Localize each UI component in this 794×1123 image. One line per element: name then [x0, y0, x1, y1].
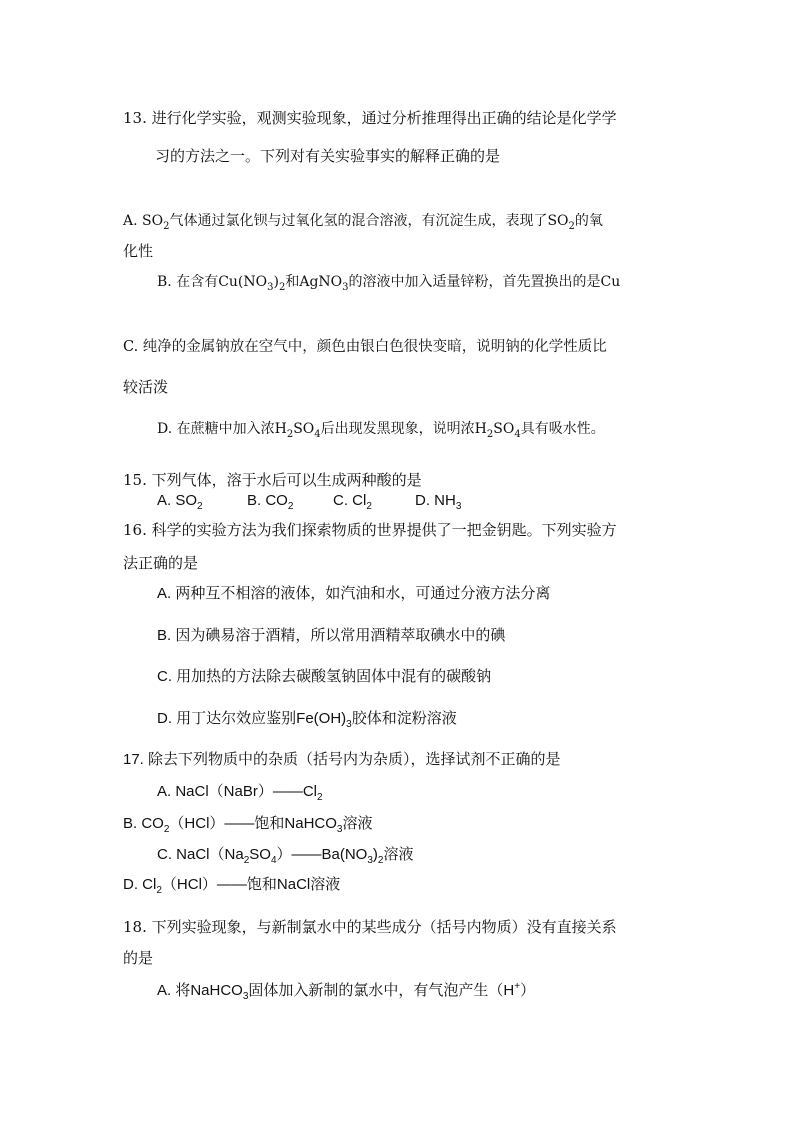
- q13-option-c-line2: 较活泼: [123, 378, 169, 396]
- q13-option-a-line2: 化性: [123, 242, 154, 260]
- q17-option-a: A. $NaCl(NaBr)——Cl_2$: [157, 783, 323, 803]
- q13-stem-line2: 习的方法之一。下列对有关实验事实的解释正确的是: [155, 147, 501, 165]
- q18-stem-line1: 18. 下列实验现象，与新制氯水中的某些成分（括号内物质）没有直接关系: [123, 918, 617, 936]
- q13-stem-line1: 13. 进行化学实验，观测实验现象，通过分析推理得出正确的结论是化学学: [123, 109, 617, 127]
- q15-options: [157, 491, 461, 511]
- q15-option-b: B. $CO_2$: [247, 492, 294, 512]
- q13-option-c-line1: C. 纯净的金属钠放在空气中，颜色由银白色很快变暗，说明钠的化学性质比: [123, 339, 607, 355]
- q13-option-d: D. 在蔗糖中加入浓$H_2SO_4$后出现发黑现象，说明浓$H_2SO_4$具有吸水性。: [157, 421, 605, 440]
- q18-stem-line2: 的是: [123, 949, 154, 967]
- q17-stem: 17. 除去下列物质中的杂质（括号内为杂质），选择试剂不正确的是: [123, 751, 561, 768]
- q16-stem-line1: 16. 科学的实验方法为我们探索物质的世界提供了一把金钥匙。下列实验方: [123, 521, 617, 539]
- q15-option-a: A. $SO_2$: [157, 492, 203, 512]
- q13-option-b: B. 在含有$Cu(NO_3)_2$和AgNO$_3$的溶液中加入适量锌粉，首先置换出的是Cu: [157, 274, 621, 293]
- q13-option-a-line1: A. $SO_2$气体通过氯化钡与过氧化氢的混合溶液，有沉淀生成，表现了$SO_2$的氧: [123, 213, 603, 232]
- q17-option-c: C. $NaCl(Na_2SO_4)——Ba(NO_3)_2$溶液: [157, 846, 414, 866]
- q16-option-d: D. 用丁达尔效应鉴别$Fe(OH)_3$胶体和淀粉溶液: [157, 710, 457, 730]
- q18-option-a: A. 将NaHCO$_3$固体加入新制的氯水中，有气泡产生（H+）: [157, 981, 536, 1002]
- q17-option-d: D. $Cl_2(HCl)——$饱和NaCl溶液: [123, 876, 341, 896]
- q15-option-d: D. $NH_3$: [415, 492, 462, 512]
- q16-stem-line2: 法正确的是: [123, 554, 199, 572]
- q15-option-c: C. $Cl_2$: [333, 492, 372, 512]
- q16-option-a: A. 两种互不相溶的液体，如汽油和水，可通过分液方法分离: [157, 585, 551, 602]
- q15-stem: 15. 下列气体，溶于水后可以生成两种酸的是: [123, 471, 422, 489]
- q17-option-b: B. $CO_2(HCl)——$饱和NaHCO$_3$溶液: [123, 815, 373, 835]
- q16-option-c: C. 用加热的方法除去碳酸氢钠固体中混有的碳酸钠: [157, 668, 492, 685]
- q16-option-b: B. 因为碘易溶于酒精，所以常用酒精萃取碘水中的碘: [157, 627, 506, 644]
